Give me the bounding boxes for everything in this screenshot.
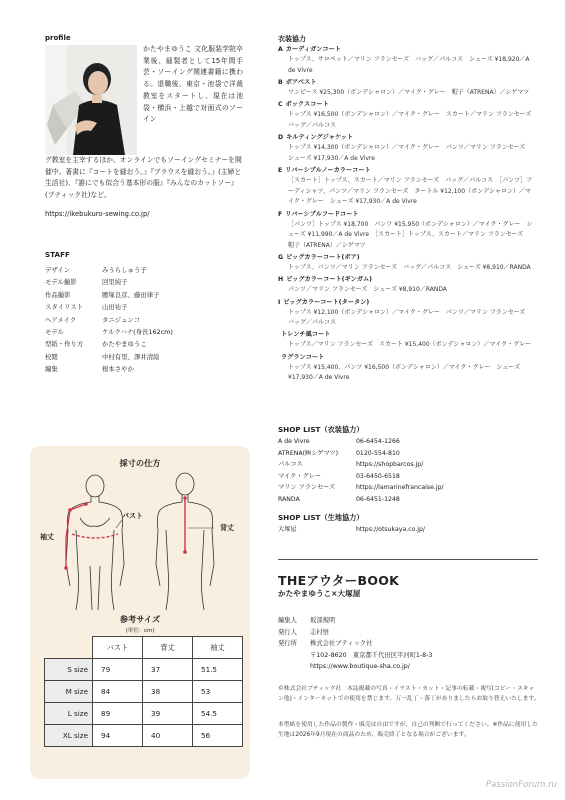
staff-name: みうらしゅう子 — [102, 266, 147, 274]
item-desc: トップス／マリン フランセーズ スカート ¥15,400（ボンデシャロン）／マイク・グレー — [288, 341, 532, 349]
table-cell: 37 — [143, 659, 193, 681]
size-table-title: 参考サイズ — [119, 614, 161, 624]
staff-row — [45, 351, 245, 363]
size-table — [44, 636, 243, 747]
column-header: バスト — [93, 637, 143, 659]
shop-url[interactable]: https://shopbarcos.jp/ — [356, 461, 424, 468]
table-cell: 89 — [93, 703, 143, 725]
shop-url[interactable]: https://lamarinefrancaise.jp/ — [356, 484, 444, 491]
table-corner — [45, 637, 93, 659]
shop-list-costume-heading: SHOP LIST（衣装協力） — [278, 425, 364, 434]
item-title: リバーシブルフードコート — [285, 210, 359, 218]
staff-role: スタイリスト — [45, 303, 84, 312]
pub-row — [278, 615, 538, 627]
item-title: トレンチ風コート — [281, 331, 331, 339]
staff-role: 校閲 — [45, 352, 58, 361]
size-table-unit: (単位：cm) — [125, 628, 155, 634]
staff-name: ケルクハナ(身長162cm) — [102, 328, 173, 337]
shop-row — [278, 524, 538, 536]
shop-contact: 06-6454-1266 — [356, 438, 400, 445]
staff-role: ヘアメイク — [45, 315, 77, 324]
table-cell: 40 — [143, 725, 193, 747]
staff-row — [45, 338, 245, 350]
pub-label — [278, 661, 310, 673]
staff-name: タニジュンコ — [102, 315, 141, 324]
item-letter: H — [278, 276, 284, 284]
staff-role: モデル — [45, 328, 64, 337]
item-letter: G — [278, 254, 284, 262]
item-title: カーディガンコート — [285, 46, 341, 53]
pub-label: 発行所 — [278, 640, 297, 648]
book-title: THEアウターBOOK — [278, 573, 400, 588]
item-desc: トップス ¥15,400、パンツ ¥16,500（ボンデシャロン）／マイク・グレー シューズ ¥17,930／A de Vivre — [288, 363, 521, 382]
staff-row — [45, 301, 245, 313]
staff-row — [45, 289, 245, 301]
bust-line — [72, 534, 118, 538]
list-item — [278, 78, 533, 99]
sleeve-label: 袖丈 — [40, 533, 54, 541]
column-header: 背丈 — [143, 637, 193, 659]
item-desc: トップス ¥14,300（ボンデシャロン）／マイク・グレー パンツ／マリン フランセーズ シューズ ¥17,930／A de Vivre — [288, 144, 532, 162]
row-label: XL size — [45, 725, 93, 747]
item-title: ビッグカラーコート(タータン) — [283, 298, 370, 306]
item-desc: トップス ¥16,500（ボンデシャロン）／マイク・グレー スカート／マリン フランセーズ バッグ／パルコス — [288, 111, 538, 129]
item-title: リバーシブルノーカラーコート — [285, 166, 371, 174]
shop-row — [278, 436, 538, 448]
shop-contact: 06-6451-1248 — [356, 495, 400, 503]
front-figure — [66, 475, 124, 610]
book-subtitle: かたやまゆうこ×大塚屋 — [278, 589, 361, 598]
publication-info — [278, 615, 538, 673]
shop-contact: 0120-554-810 — [356, 449, 400, 457]
table-cell: 56 — [193, 725, 243, 747]
shop-row — [278, 448, 538, 460]
list-item — [278, 253, 533, 274]
list-item — [278, 298, 533, 329]
shop-name: マイク・グレー — [278, 472, 322, 480]
list-item — [278, 166, 533, 208]
staff-role: 型紙・作り方 — [45, 340, 84, 349]
item-letter: F — [278, 210, 283, 218]
list-item — [278, 275, 533, 296]
profile-bio-wide: グ教室を主宰するほか、オンラインでもソーイングセミナーを開催中。著書に『コートを縫おう。』『ブラウスを縫おう。』(主婦と生活社)、『誰にでも似合う基本形の服』『みんなのカットソー』(ブティック社)など。 — [45, 156, 242, 200]
table-cell: 84 — [93, 681, 143, 703]
item-desc: パンツ／マリン フランセーズ シューズ ¥8,910／RANDA — [288, 286, 447, 294]
staff-name: かたやまゆうこ — [102, 340, 147, 349]
pub-row — [278, 638, 538, 650]
list-item — [278, 210, 533, 252]
pub-value: 志村悟 — [310, 628, 329, 636]
size-table-header — [45, 637, 243, 659]
divider — [278, 559, 538, 560]
measure-title: 採寸の仕方 — [119, 458, 161, 468]
item-desc: トップス ¥12,100（ボンデシャロン）／マイク・グレー パンツ／マリン フランセーズ バッグ／パルコス — [288, 308, 532, 327]
table-row — [45, 681, 243, 703]
staff-row — [45, 276, 245, 288]
table-row — [45, 703, 243, 725]
staff-row — [45, 326, 245, 338]
staff-name: 中村有里、澤井清絵 — [102, 352, 160, 361]
table-cell: 79 — [93, 659, 143, 681]
staff-role: デザイン — [45, 266, 71, 274]
size-panel — [30, 446, 250, 779]
staff-name: 腰塚良彦、藤田律子 — [102, 290, 160, 299]
pub-label — [278, 650, 310, 662]
list-item — [278, 133, 533, 164]
pub-row — [278, 661, 538, 673]
list-item — [278, 100, 538, 131]
shop-row — [278, 494, 538, 506]
pub-row — [278, 627, 538, 639]
staff-name: 根本さやか — [102, 365, 134, 374]
item-letter: C — [278, 101, 283, 109]
pub-label: 編集人 — [278, 617, 297, 624]
staff-role: 作品撮影 — [45, 290, 71, 299]
item-letter: B — [278, 78, 283, 86]
staff-role: 編集 — [45, 365, 58, 374]
row-label: L size — [45, 703, 93, 725]
item-title: キルティングジャケット — [286, 134, 354, 142]
row-label: S size — [45, 659, 93, 681]
staff-row — [45, 314, 245, 326]
item-desc: ［パンツ］トップス ¥18,700 パンツ ¥15,950（ボンデシャロン）／マイク・グレー シューズ ¥11,990／A de Vivre ［スカート］トップス、スカート／マリン フランセーズ 帽子（ATRENA）／シゲマツ — [288, 220, 533, 249]
shop-name: 大塚屋 — [278, 526, 297, 533]
shop-list-costume — [278, 436, 538, 505]
watermark: PassionForum.ru — [486, 780, 557, 790]
profile-url[interactable]: https://ikebukuro-sewing.co.jp/ — [45, 210, 150, 218]
pub-row — [278, 650, 538, 662]
shop-contact: 03-6450-6518 — [356, 472, 400, 480]
table-cell: 53 — [193, 681, 243, 703]
staff-list — [45, 264, 245, 376]
back-length-label: 背丈 — [220, 524, 234, 532]
item-title: ビッグカラーコート(ボア) — [286, 254, 360, 262]
staff-row — [45, 264, 245, 276]
shop-name: パルコス — [278, 461, 303, 468]
item-letter: I — [278, 298, 281, 306]
table-row — [45, 725, 243, 747]
costume-list — [278, 45, 538, 386]
measurement-figures — [30, 468, 250, 613]
shop-name: A de Vivre — [278, 438, 310, 445]
item-letter: E — [278, 166, 283, 174]
staff-name: 回里純子 — [102, 278, 128, 287]
item-title: ボックスコート — [285, 101, 329, 109]
copyright-notice: ©株式会社ブティック社 本誌掲載の写真・イラスト・カット・記事の転載・複写(コピー・スキャン他)・インターネットでの使用を禁じます。万一乱丁・落丁がありましたらお取り替えいたします。 — [278, 686, 540, 702]
row-label: M size — [45, 681, 93, 703]
item-title: ラグランコート — [281, 353, 325, 361]
table-row — [45, 659, 243, 681]
pub-value: 坂部規明 — [310, 617, 336, 624]
profile-bio-top: かたやまゆうこ 文化服装学院卒業後、縫製者として15年間手芸・ソーイング関連書籍に携わる。退職後、東京・池袋で洋裁教室をスタートし、現在は池袋・横浜・上越で対面式のソーイン — [143, 45, 243, 124]
list-item — [278, 353, 533, 384]
item-desc: トップス、パンツ／マリン フランセーズ バッグ／パルコス シューズ ¥8,910／RANDA — [288, 264, 531, 272]
shop-row — [278, 482, 538, 494]
staff-heading: STAFF — [45, 250, 70, 259]
shop-name: ATRENA(㈱シゲマツ) — [278, 449, 339, 457]
costume-heading: 衣装協力 — [278, 35, 306, 43]
table-cell: 94 — [93, 725, 143, 747]
item-letter: A — [278, 46, 283, 53]
staff-row — [45, 363, 245, 375]
staff-role: モデル撮影 — [45, 278, 77, 287]
profile-heading: profile — [45, 34, 71, 42]
item-desc: ［スカート］トップス、スカート／マリン フランセーズ バッグ／パルコス ［パンツ］フーディシャツ、パンツ／マリン フランセーズ タートル ¥12,100（ボンデシャロン）／マイク・グレー シューズ ¥17,930／A de Vivre — [288, 176, 533, 206]
publisher-url[interactable]: https://www.boutique-sha.co.jp/ — [310, 663, 410, 671]
shop-list-fabric — [278, 524, 538, 536]
shop-url[interactable]: https://otsukaya.co.jp/ — [356, 526, 425, 533]
table-cell: 51.5 — [193, 659, 243, 681]
author-photo — [45, 45, 137, 155]
pub-value: 株式会社ブティック社 — [310, 640, 373, 648]
item-desc: トップス、サロペット／マリン フランセーズ バッグ／パルコス シューズ ¥18,920／A de Vivre — [288, 56, 530, 74]
shop-name: マリン フランセーズ — [278, 484, 336, 491]
pub-label: 発行人 — [278, 628, 297, 636]
shop-list-fabric-heading: SHOP LIST（生地協力） — [278, 513, 364, 522]
shop-name: RANDA — [278, 495, 300, 503]
list-item — [278, 330, 533, 351]
bust-label: バスト — [122, 512, 143, 520]
list-item — [278, 45, 533, 76]
item-title: ボアベスト — [285, 78, 317, 86]
pattern-notice: 本型紙を使用した作品の製作・販売は自由ですが、自己の判断で行ってください。※作品に使用した生地は2026年9月現在の商品のため、販売終了となる場合がございます。 — [278, 722, 538, 738]
shop-row — [278, 471, 538, 483]
table-cell: 39 — [143, 703, 193, 725]
pub-value: 〒102-8620 東京都千代田区平河町1-8-3 — [310, 651, 433, 659]
item-desc: ワンピース ¥25,300（ボンデシャロン）／マイク・グレー 帽子（ATRENA）／シゲマツ — [288, 88, 530, 96]
table-cell: 54.5 — [193, 703, 243, 725]
table-cell: 38 — [143, 681, 193, 703]
item-letter: D — [278, 134, 284, 142]
staff-name: 山田祐子 — [102, 303, 128, 312]
column-header: 袖丈 — [193, 637, 243, 659]
item-title: ビッグカラーコート(ギンガム) — [286, 276, 372, 284]
shop-row — [278, 459, 538, 471]
